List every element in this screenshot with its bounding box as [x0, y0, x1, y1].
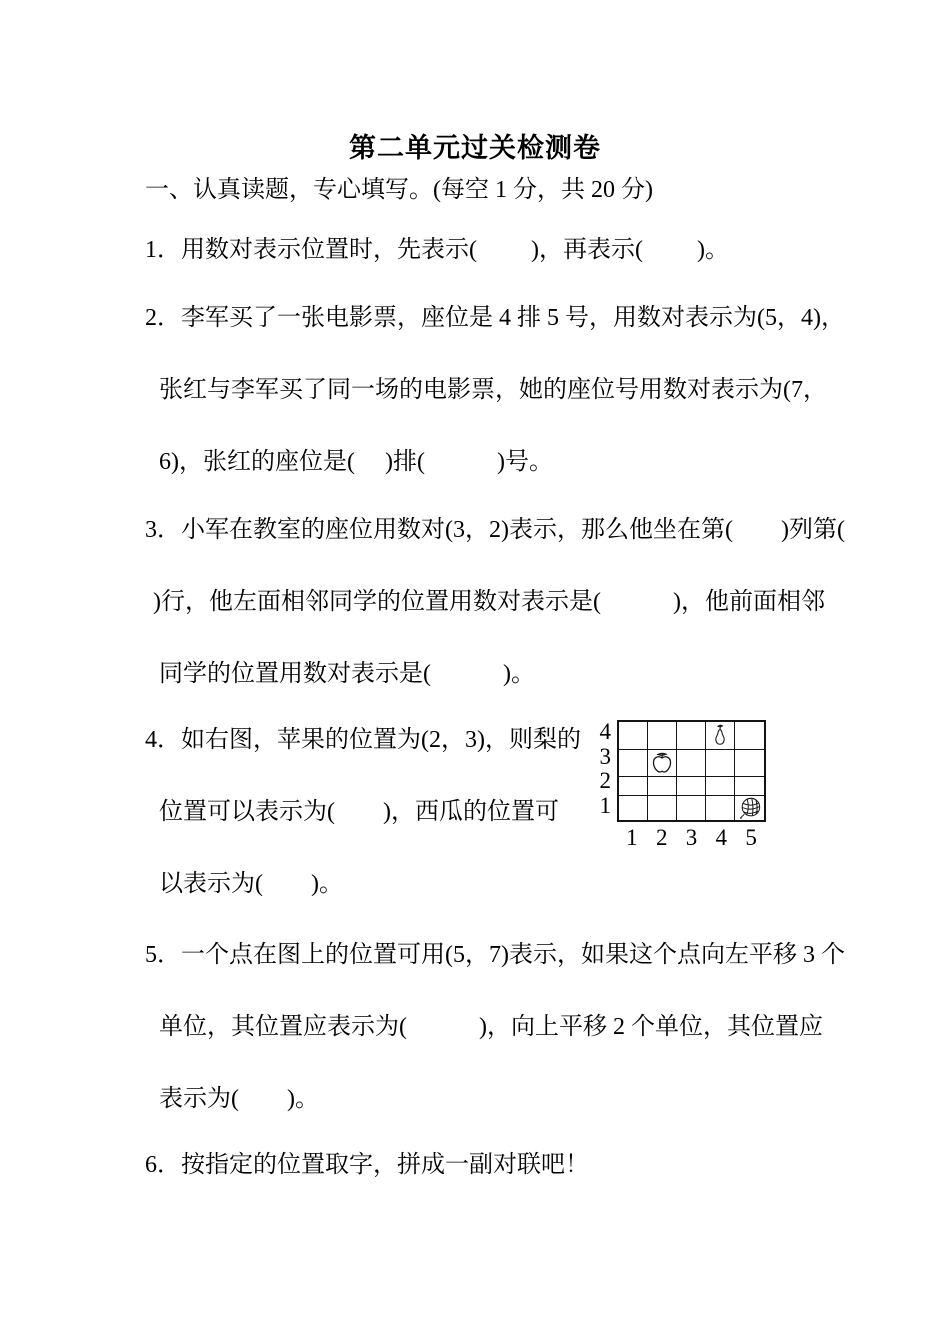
grid-cell [706, 777, 735, 796]
x-axis-label: 2 [655, 825, 668, 850]
grid-cell [735, 777, 764, 796]
apple-icon [649, 750, 675, 776]
grid-cell [619, 722, 648, 750]
pear-icon [710, 722, 730, 749]
question-6-line-1: 6．按指定的位置取字，拼成一副对联吧！ [145, 1152, 589, 1178]
question-4-line-3: 以表示为( )。 [159, 871, 343, 897]
grid-cell [735, 796, 764, 820]
question-5-line-3: 表示为( )。 [159, 1086, 319, 1112]
question-3-line-1: 3．小军在教室的座位用数对(3，2)表示，那么他坐在第( )列第( [145, 517, 845, 543]
grid-cell [677, 750, 706, 777]
section-heading: 一、认真读题，专心填写。(每空 1 分，共 20 分) [145, 177, 653, 203]
grid-cell [706, 722, 735, 750]
question-5-line-2: 单位，其位置应表示为( )，向上平移 2 个单位，其位置应 [159, 1014, 823, 1040]
grid-cell [735, 750, 764, 777]
grid-cell [677, 777, 706, 796]
question-5-line-1: 5．一个点在图上的位置可用(5，7)表示，如果这个点向左平移 3 个 [145, 942, 845, 968]
grid-cell [677, 796, 706, 820]
y-axis-label: 3 [599, 743, 611, 769]
y-axis-label: 1 [599, 792, 611, 818]
x-axis-label: 5 [745, 825, 757, 850]
question-4-line-2: 位置可以表示为( )，西瓜的位置可 [159, 799, 559, 825]
question-1-line-1: 1．用数对表示位置时，先表示( )，再表示( )。 [145, 237, 729, 263]
grid-cell [648, 750, 677, 777]
question-2-line-3: 6)，张红的座位是( )排( )号。 [159, 449, 553, 475]
grid-cell [706, 796, 735, 820]
question-3-line-2: )行，他左面相邻同学的位置用数对表示是( )，他前面相邻 [153, 589, 825, 615]
grid-cell [735, 722, 764, 750]
grid-cell [619, 777, 648, 796]
y-axis-label: 2 [599, 768, 611, 793]
question-2-line-1: 2．李军买了一张电影票，座位是 4 排 5 号，用数对表示为(5，4)， [145, 305, 845, 331]
question-2-line-2: 张红与李军买了同一场的电影票，她的座位号用数对表示为(7， [159, 377, 827, 403]
grid-cell [648, 777, 677, 796]
x-axis-label: 4 [715, 825, 728, 850]
y-axis-labels [595, 720, 617, 822]
grid-cell [648, 722, 677, 750]
grid-cell [619, 750, 648, 777]
coordinate-grid-figure [595, 720, 766, 851]
watermelon-icon [738, 796, 762, 820]
grid-cell [619, 796, 648, 820]
grid-cell [706, 750, 735, 777]
page-title: 第二单元过关检测卷 [349, 133, 601, 163]
x-axis-label: 1 [626, 825, 638, 850]
grid-cell [677, 722, 706, 750]
y-axis-label: 4 [599, 719, 611, 744]
grid [617, 720, 766, 822]
grid-cell [648, 796, 677, 820]
x-axis-label: 3 [685, 825, 698, 850]
question-4-line-1: 4．如右图，苹果的位置为(2，3)，则梨的 [145, 727, 581, 753]
x-axis-labels [617, 825, 766, 851]
question-3-line-3: 同学的位置用数对表示是( )。 [159, 661, 535, 687]
